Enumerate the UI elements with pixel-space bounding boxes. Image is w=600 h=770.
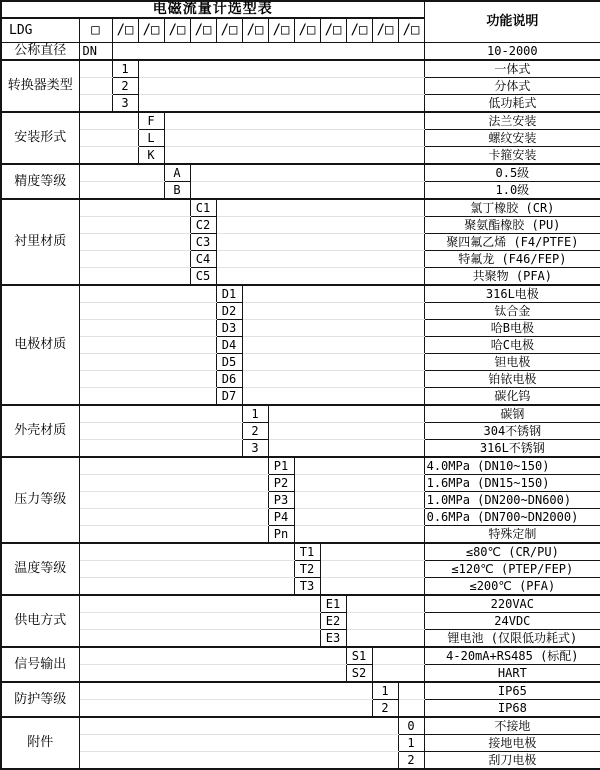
- table-row: [1, 578, 600, 596]
- table-row: [1, 60, 600, 78]
- model-slot-cell: /□: [242, 18, 268, 43]
- group-label: 温度等级: [1, 543, 79, 595]
- empty-cell: [242, 320, 424, 337]
- table-row: [1, 423, 600, 440]
- table-row: [1, 613, 600, 630]
- option-code: C3: [190, 234, 216, 251]
- option-desc: 钛合金: [424, 303, 600, 320]
- option-desc: 氯丁橡胶 (CR): [424, 199, 600, 217]
- table-row: [1, 199, 600, 217]
- empty-cell: [242, 354, 424, 371]
- option-desc: 螺纹安装: [424, 130, 600, 147]
- empty-cell: [372, 647, 424, 665]
- table-row: [1, 251, 600, 268]
- option-desc: 4.0MPa (DN10~150): [424, 457, 600, 475]
- table-row: [1, 112, 600, 130]
- option-code: L: [138, 130, 164, 147]
- empty-cell: [79, 354, 216, 371]
- table-row: [1, 303, 600, 320]
- option-desc: 24VDC: [424, 613, 600, 630]
- option-desc: 法兰安装: [424, 112, 600, 130]
- group-label: 附件: [1, 717, 79, 769]
- group-label: 信号输出: [1, 647, 79, 682]
- option-code: C5: [190, 268, 216, 286]
- empty-cell: [346, 613, 424, 630]
- option-code: P1: [268, 457, 294, 475]
- option-code: C4: [190, 251, 216, 268]
- group-label: 防护等级: [1, 682, 79, 717]
- option-desc: 220VAC: [424, 595, 600, 613]
- option-code: E3: [320, 630, 346, 648]
- empty-cell: [79, 665, 346, 683]
- option-code: 1: [242, 405, 268, 423]
- empty-cell: [164, 130, 424, 147]
- group-label: 外壳材质: [1, 405, 79, 457]
- table-row: [1, 78, 600, 95]
- empty-cell: [216, 251, 424, 268]
- group-label: 供电方式: [1, 595, 79, 647]
- empty-cell: [79, 130, 138, 147]
- option-desc: 316L电极: [424, 285, 600, 303]
- empty-cell: [190, 164, 424, 182]
- empty-cell: [398, 682, 424, 700]
- table-row: [1, 526, 600, 544]
- model-slot-cell: /□: [268, 18, 294, 43]
- model-slot-cell: /□: [164, 18, 190, 43]
- option-code: Pn: [268, 526, 294, 544]
- empty-cell: [268, 423, 424, 440]
- option-desc: 碳化钨: [424, 388, 600, 406]
- table-row: [1, 475, 600, 492]
- group-label: 转换器类型: [1, 60, 79, 112]
- table-row: [1, 147, 600, 165]
- empty-cell: [294, 492, 424, 509]
- empty-cell: [79, 112, 138, 130]
- model-slot-cell: /□: [398, 18, 424, 43]
- empty-cell: [164, 147, 424, 165]
- option-code: 1: [398, 735, 424, 752]
- empty-cell: [79, 561, 294, 578]
- option-code: P3: [268, 492, 294, 509]
- empty-cell: [79, 388, 216, 406]
- table-row: [1, 682, 600, 700]
- table-title: 电磁流量计选型表: [1, 1, 424, 18]
- model-slot-cell: /□: [346, 18, 372, 43]
- empty-cell: [79, 492, 268, 509]
- option-desc: 聚四氟乙烯 (F4/PTFE): [424, 234, 600, 251]
- option-code: C1: [190, 199, 216, 217]
- group-label: 电极材质: [1, 285, 79, 405]
- table-row: [1, 354, 600, 371]
- table-row: [1, 182, 600, 200]
- table-row: [1, 371, 600, 388]
- empty-cell: [79, 423, 242, 440]
- empty-cell: [79, 475, 268, 492]
- model-slot-cell: /□: [190, 18, 216, 43]
- empty-cell: [79, 147, 138, 165]
- option-code: 2: [242, 423, 268, 440]
- empty-cell: [216, 217, 424, 234]
- table-row: [1, 388, 600, 406]
- option-desc: 304不锈钢: [424, 423, 600, 440]
- option-code: T2: [294, 561, 320, 578]
- table-row: [1, 164, 600, 182]
- empty-cell: [79, 164, 164, 182]
- empty-cell: [242, 388, 424, 406]
- option-code: 1: [112, 60, 138, 78]
- empty-cell: [164, 112, 424, 130]
- empty-cell: [372, 665, 424, 683]
- option-code: E2: [320, 613, 346, 630]
- model-slot-cell: /□: [372, 18, 398, 43]
- empty-cell: [79, 337, 216, 354]
- option-desc: HART: [424, 665, 600, 683]
- option-code: DN: [79, 43, 112, 61]
- table-row: [1, 457, 600, 475]
- option-desc: 聚氨酯橡胶 (PU): [424, 217, 600, 234]
- empty-cell: [138, 95, 424, 113]
- option-desc: 接地电极: [424, 735, 600, 752]
- table-row: [1, 337, 600, 354]
- table-row: [1, 561, 600, 578]
- option-desc: 一体式: [424, 60, 600, 78]
- empty-cell: [216, 268, 424, 286]
- empty-cell: [242, 337, 424, 354]
- empty-cell: [79, 285, 216, 303]
- empty-cell: [79, 60, 112, 78]
- empty-cell: [294, 509, 424, 526]
- model-slot-cell: /□: [138, 18, 164, 43]
- option-desc: 刮刀电极: [424, 752, 600, 770]
- model-box-cell: □: [79, 18, 112, 43]
- option-code: P4: [268, 509, 294, 526]
- group-label: 精度等级: [1, 164, 79, 199]
- empty-cell: [79, 457, 268, 475]
- empty-cell: [79, 95, 112, 113]
- empty-cell: [79, 595, 320, 613]
- option-code: E1: [320, 595, 346, 613]
- empty-cell: [79, 303, 216, 320]
- table-row: [1, 405, 600, 423]
- table-row: [1, 130, 600, 147]
- empty-cell: [79, 509, 268, 526]
- option-desc: 特氟龙 (F46/FEP): [424, 251, 600, 268]
- empty-cell: [268, 440, 424, 458]
- empty-cell: [79, 268, 190, 286]
- option-code: D5: [216, 354, 242, 371]
- empty-cell: [190, 182, 424, 200]
- option-code: D1: [216, 285, 242, 303]
- empty-cell: [79, 440, 242, 458]
- table-row: [1, 440, 600, 458]
- table-row: [1, 43, 600, 61]
- empty-cell: [398, 700, 424, 718]
- empty-cell: [216, 199, 424, 217]
- option-code: 3: [112, 95, 138, 113]
- option-desc: 1.6MPa (DN15~150): [424, 475, 600, 492]
- empty-cell: [79, 613, 320, 630]
- option-code: T1: [294, 543, 320, 561]
- empty-cell: [79, 543, 294, 561]
- table-row: [1, 268, 600, 286]
- empty-cell: [346, 630, 424, 648]
- option-code: F: [138, 112, 164, 130]
- empty-cell: [79, 578, 294, 596]
- empty-cell: [79, 320, 216, 337]
- option-code: D7: [216, 388, 242, 406]
- empty-cell: [79, 752, 398, 770]
- option-desc: 卡箍安装: [424, 147, 600, 165]
- table-row: [1, 647, 600, 665]
- empty-cell: [79, 526, 268, 544]
- option-code: D6: [216, 371, 242, 388]
- empty-cell: [320, 543, 424, 561]
- empty-cell: [79, 735, 398, 752]
- empty-cell: [268, 405, 424, 423]
- option-desc: 1.0级: [424, 182, 600, 200]
- option-code: T3: [294, 578, 320, 596]
- empty-cell: [320, 578, 424, 596]
- option-desc: 10-2000: [424, 43, 600, 61]
- table-row: [1, 665, 600, 683]
- option-code: A: [164, 164, 190, 182]
- model-slot-cell: /□: [216, 18, 242, 43]
- table-row: [1, 285, 600, 303]
- function-column-header: 功能说明: [424, 1, 600, 43]
- option-code: D4: [216, 337, 242, 354]
- table-row: [1, 543, 600, 561]
- empty-cell: [79, 251, 190, 268]
- option-desc: 特殊定制: [424, 526, 600, 544]
- option-code: 2: [112, 78, 138, 95]
- table-row: [1, 234, 600, 251]
- empty-cell: [320, 561, 424, 578]
- option-code: S2: [346, 665, 372, 683]
- option-desc: 哈B电极: [424, 320, 600, 337]
- empty-cell: [79, 647, 346, 665]
- option-code: 2: [372, 700, 398, 718]
- table-row: [1, 717, 600, 735]
- table-row: [1, 735, 600, 752]
- option-desc: 0.6MPa (DN700~DN2000): [424, 509, 600, 526]
- option-code: 2: [398, 752, 424, 770]
- group-label: 安装形式: [1, 112, 79, 164]
- option-code: 3: [242, 440, 268, 458]
- table-row: [1, 595, 600, 613]
- model-slot-cell: /□: [112, 18, 138, 43]
- group-label: 压力等级: [1, 457, 79, 543]
- table-row: [1, 320, 600, 337]
- option-desc: 分体式: [424, 78, 600, 95]
- table-row: [1, 95, 600, 113]
- option-desc: ≤200℃ (PFA): [424, 578, 600, 596]
- option-desc: 碳钢: [424, 405, 600, 423]
- empty-cell: [294, 526, 424, 544]
- table-row: [1, 630, 600, 648]
- group-label: 公称直径: [1, 43, 79, 61]
- option-desc: 316L不锈钢: [424, 440, 600, 458]
- empty-cell: [79, 78, 112, 95]
- option-code: D3: [216, 320, 242, 337]
- option-desc: 共聚物 (PFA): [424, 268, 600, 286]
- option-desc: 铂铱电极: [424, 371, 600, 388]
- empty-cell: [112, 43, 424, 61]
- model-prefix: LDG: [1, 18, 79, 43]
- model-slot-cell: /□: [320, 18, 346, 43]
- empty-cell: [79, 182, 164, 200]
- option-desc: ≤120℃ (PTEP/FEP): [424, 561, 600, 578]
- option-code: C2: [190, 217, 216, 234]
- table-row: [1, 492, 600, 509]
- option-desc: 1.0MPa (DN200~DN600): [424, 492, 600, 509]
- empty-cell: [79, 371, 216, 388]
- option-code: 0: [398, 717, 424, 735]
- option-desc: 钽电极: [424, 354, 600, 371]
- empty-cell: [79, 199, 190, 217]
- option-desc: IP65: [424, 682, 600, 700]
- option-code: D2: [216, 303, 242, 320]
- option-desc: 4-20mA+RS485 (标配): [424, 647, 600, 665]
- empty-cell: [242, 371, 424, 388]
- empty-cell: [79, 682, 372, 700]
- empty-cell: [346, 595, 424, 613]
- empty-cell: [79, 700, 372, 718]
- empty-cell: [242, 303, 424, 320]
- table-row: [1, 217, 600, 234]
- empty-cell: [294, 457, 424, 475]
- empty-cell: [242, 285, 424, 303]
- option-code: B: [164, 182, 190, 200]
- option-code: 1: [372, 682, 398, 700]
- option-code: S1: [346, 647, 372, 665]
- option-desc: 不接地: [424, 717, 600, 735]
- option-desc: 0.5级: [424, 164, 600, 182]
- empty-cell: [138, 60, 424, 78]
- empty-cell: [79, 234, 190, 251]
- empty-cell: [79, 405, 242, 423]
- option-desc: ≤80℃ (CR/PU): [424, 543, 600, 561]
- option-desc: 锂电池 (仅限低功耗式): [424, 630, 600, 648]
- option-desc: 哈C电极: [424, 337, 600, 354]
- empty-cell: [216, 234, 424, 251]
- empty-cell: [79, 717, 398, 735]
- table-row: [1, 700, 600, 718]
- empty-cell: [294, 475, 424, 492]
- model-slot-cell: /□: [294, 18, 320, 43]
- option-desc: IP68: [424, 700, 600, 718]
- option-desc: 低功耗式: [424, 95, 600, 113]
- empty-cell: [79, 630, 320, 648]
- empty-cell: [138, 78, 424, 95]
- empty-cell: [79, 217, 190, 234]
- table-row: [1, 509, 600, 526]
- option-code: P2: [268, 475, 294, 492]
- group-label: 衬里材质: [1, 199, 79, 285]
- option-code: K: [138, 147, 164, 165]
- table-row: [1, 752, 600, 770]
